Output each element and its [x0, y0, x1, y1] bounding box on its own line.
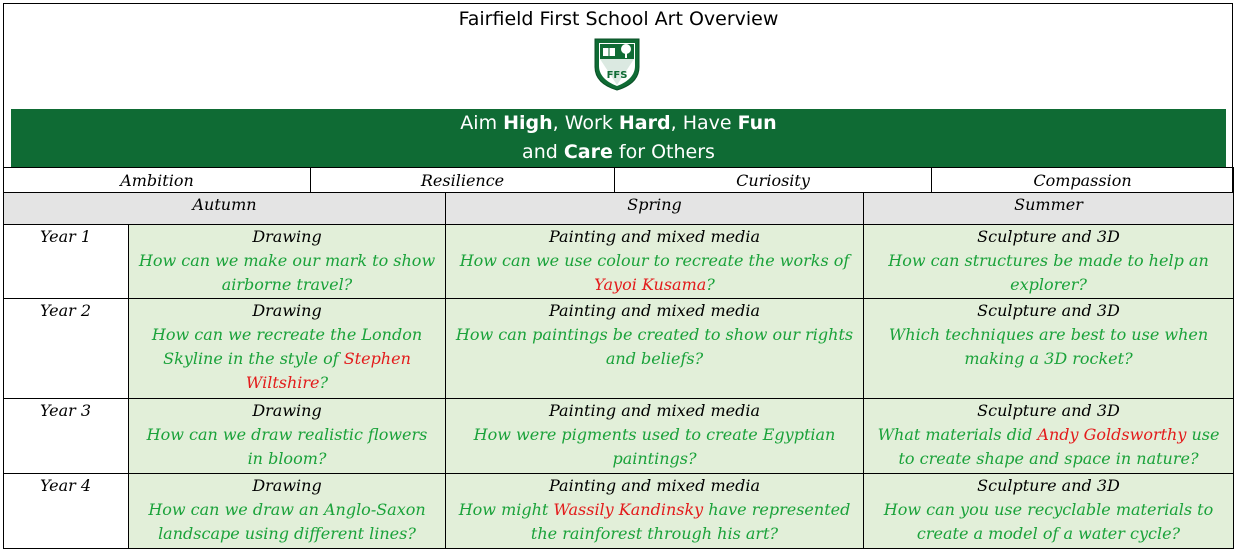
motto-banner	[11, 109, 1226, 167]
enquiry-question	[456, 325, 853, 368]
year-row	[4, 299, 1234, 399]
season-header-row	[4, 193, 1234, 225]
motto-text: Aim	[460, 112, 504, 134]
enquiry-question	[148, 500, 425, 543]
season-autumn: Autumn	[4, 193, 446, 225]
enquiry-question	[147, 425, 428, 468]
question-text: How were pigments used to create Egyptian paintings?	[473, 425, 836, 468]
unit-cell	[446, 399, 864, 474]
question-text: How can we draw an Anglo-Saxon landscape using different lines?	[148, 500, 426, 543]
year-label: Year 2	[4, 299, 129, 399]
unit-topic: Painting and mixed media	[549, 401, 761, 420]
unit-topic: Painting and mixed media	[549, 476, 761, 495]
artist-name: Andy Goldsworthy	[1037, 425, 1187, 444]
question-text: How can we use colour to recreate the works of	[459, 251, 850, 270]
unit-topic: Drawing	[252, 476, 322, 495]
question-text: How can we recreate the London Skyline in the style of	[151, 325, 423, 368]
unit-cell	[129, 474, 446, 549]
question-text: How can paintings be created to show our rights and beliefs?	[455, 325, 854, 368]
value-curiosity: Curiosity	[615, 168, 932, 193]
enquiry-question	[459, 500, 851, 543]
value-resilience: Resilience	[311, 168, 615, 193]
artist-name: Yayoi Kusama	[594, 275, 707, 294]
unit-cell	[446, 474, 864, 549]
year-label: Year 1	[4, 225, 129, 299]
motto-text: and	[522, 141, 564, 163]
unit-topic: Drawing	[252, 301, 322, 320]
unit-cell	[864, 299, 1234, 399]
enquiry-question	[889, 325, 1208, 368]
artist-name: Wassily Kandinsky	[553, 500, 704, 519]
school-crest-logo	[593, 37, 641, 91]
motto-text: , Work	[552, 112, 619, 134]
year-row	[4, 399, 1234, 474]
value-ambition: Ambition	[4, 168, 311, 193]
question-text: ?	[319, 373, 329, 392]
motto-emphasis: High	[503, 112, 553, 134]
unit-cell	[129, 299, 446, 399]
season-summer: Summer	[864, 193, 1234, 225]
question-text: How can you use recyclable materials to create a model of a water cycle?	[883, 500, 1214, 543]
unit-topic: Drawing	[252, 227, 322, 246]
question-text: How might	[458, 500, 554, 519]
season-spring: Spring	[446, 193, 864, 225]
question-text: have represented the rainforest through his art?	[530, 500, 851, 543]
question-text: How can we draw realistic flowers in bloom?	[146, 425, 428, 468]
question-text: use to create shape and space in nature?	[898, 425, 1220, 468]
svg-text:FFS: FFS	[606, 70, 628, 81]
unit-topic: Sculpture and 3D	[977, 401, 1120, 420]
motto-emphasis: Care	[563, 141, 613, 163]
year-label: Year 3	[4, 399, 129, 474]
values-row	[3, 167, 1234, 193]
year-row	[4, 225, 1234, 299]
enquiry-question	[460, 251, 850, 294]
value-compassion: Compassion	[932, 168, 1234, 193]
enquiry-question	[152, 325, 422, 392]
curriculum-table	[3, 192, 1234, 549]
unit-topic: Sculpture and 3D	[977, 476, 1120, 495]
year-label: Year 4	[4, 474, 129, 549]
page-title: Fairfield First School Art Overview	[458, 8, 779, 30]
unit-cell	[864, 474, 1234, 549]
question-text: ?	[706, 275, 715, 294]
motto-emphasis: Fun	[737, 112, 777, 134]
artist-name: Stephen Wiltshire	[245, 349, 411, 392]
motto-text: for Others	[612, 141, 715, 163]
enquiry-question	[888, 251, 1208, 294]
enquiry-question	[878, 425, 1220, 468]
enquiry-question	[474, 425, 836, 468]
enquiry-question	[884, 500, 1213, 543]
unit-cell	[864, 225, 1234, 299]
unit-topic: Painting and mixed media	[549, 227, 761, 246]
unit-topic: Drawing	[252, 401, 322, 420]
motto-line-1	[11, 109, 1226, 138]
question-text: How can we make our mark to show airborne travel?	[138, 251, 436, 294]
unit-topic: Sculpture and 3D	[977, 301, 1120, 320]
motto-text: , Have	[670, 112, 738, 134]
unit-topic: Sculpture and 3D	[977, 227, 1120, 246]
unit-topic: Painting and mixed media	[549, 301, 761, 320]
question-text: What materials did	[877, 425, 1038, 444]
unit-cell	[446, 299, 864, 399]
question-text: Which techniques are best to use when making a 3D rocket?	[888, 325, 1209, 368]
year-row	[4, 474, 1234, 549]
unit-cell	[129, 399, 446, 474]
question-text: How can structures be made to help an explorer?	[888, 251, 1209, 294]
unit-cell	[129, 225, 446, 299]
unit-cell	[864, 399, 1234, 474]
motto-emphasis: Hard	[618, 112, 671, 134]
unit-cell	[446, 225, 864, 299]
enquiry-question	[139, 251, 435, 294]
motto-line-2	[11, 138, 1226, 167]
